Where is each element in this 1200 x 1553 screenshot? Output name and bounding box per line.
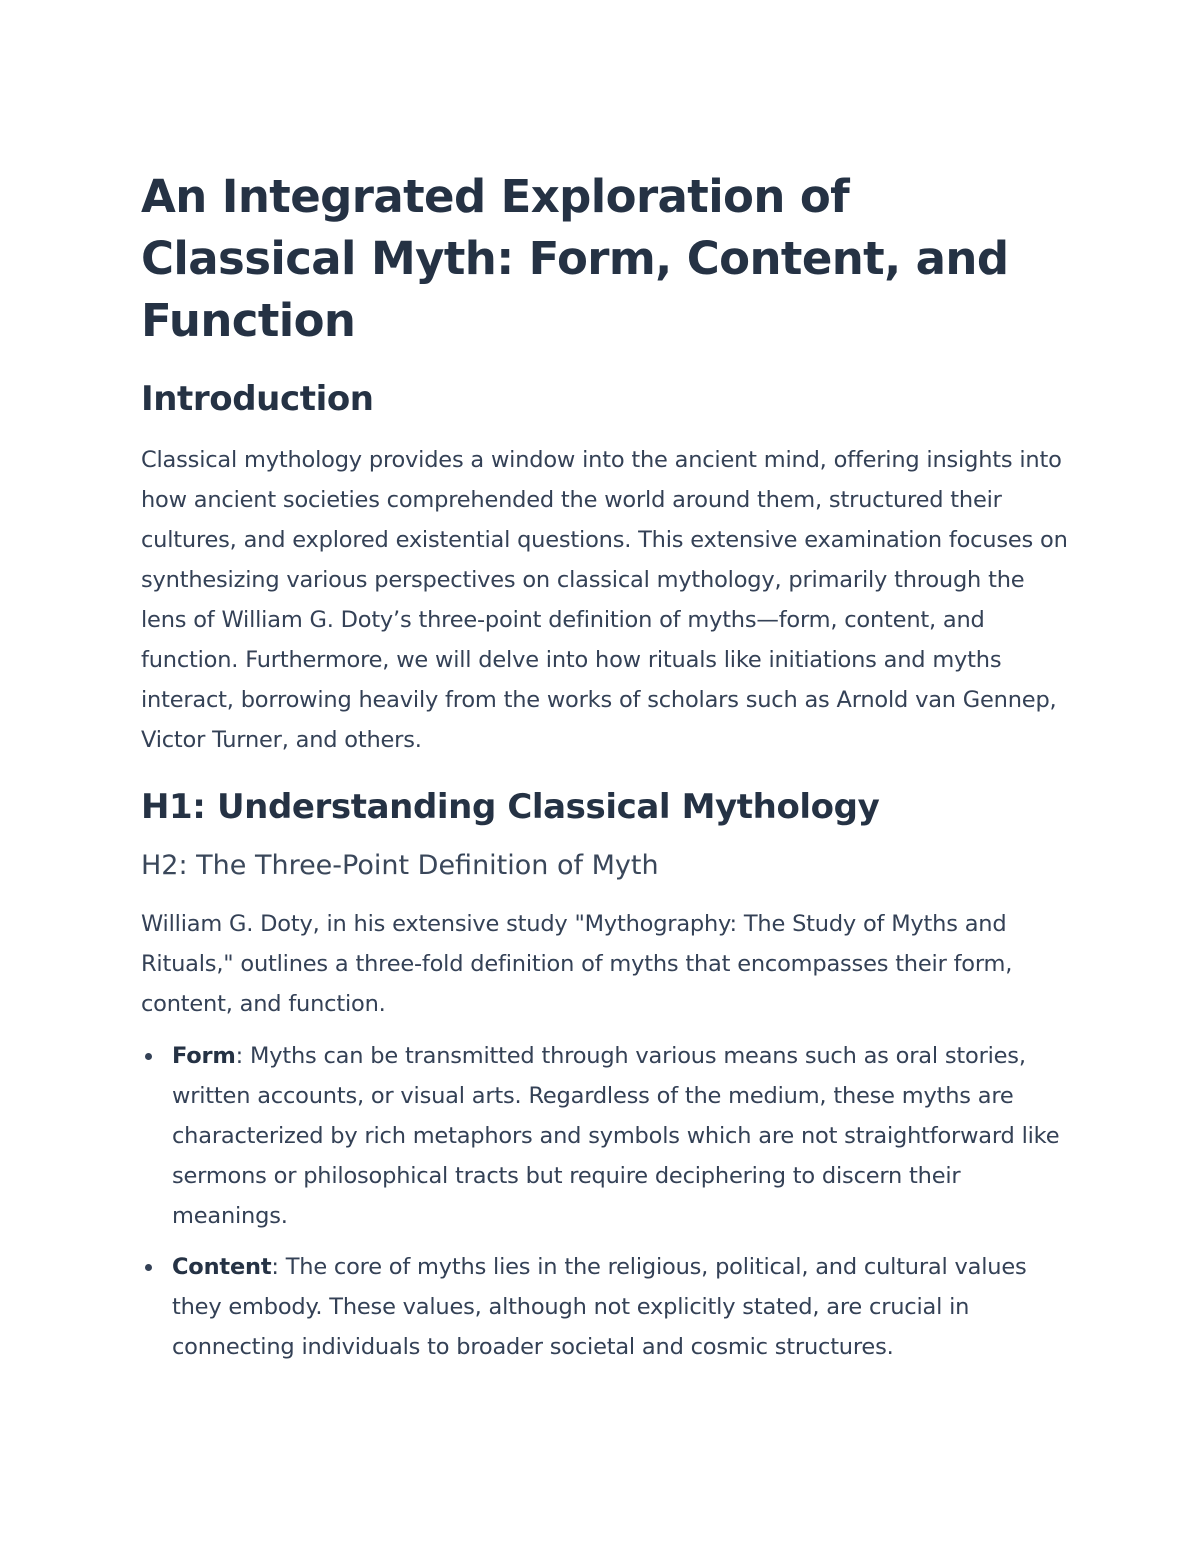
list-item-term: Content — [172, 1254, 272, 1280]
introduction-heading: Introduction — [141, 379, 374, 419]
list-item-text: : Myths can be transmitted through various means such as oral stories, written accounts, or visual arts. Regardless of the medium, these myths are characterized by rich metaphors and symbols which are not straightforward like sermons or philosophical tracts but require deciphering to discern their meanings. — [172, 1043, 1060, 1229]
document-page — [141, 166, 1071, 1378]
bullet-icon — [145, 1264, 152, 1271]
section-heading: H1: Understanding Classical Mythology — [141, 787, 880, 827]
document-title: An Integrated Exploration of Classical Myth: Form, Content, and Function — [141, 170, 1009, 347]
introduction-paragraph: Classical mythology provides a window into the ancient mind, offering insights into how ancient societies comprehended the world around them, structured their cultures, and explored existential questions. This extensive examination focuses on synthesizing various perspectives on classical mythology, primarily through the lens of William G. Doty’s three-point definition of myths—form, content, and function. Furthermore, we will delve into how rituals like initiations and myths interact, borrowing heavily from the works of scholars such as Arnold van Gennep, Victor Turner, and others. — [141, 447, 1068, 753]
list-item — [141, 1247, 1071, 1367]
subsection-heading: H2: The Three-Point Definition of Myth — [141, 850, 659, 881]
bullet-icon — [145, 1053, 152, 1060]
list-item-text: : The core of myths lies in the religious, political, and cultural values they embody. These values, although not explicitly stated, are crucial in connecting individuals to broader societal and cosmic structures. — [172, 1254, 1027, 1360]
list-item-term: Form — [172, 1043, 236, 1069]
subsection-paragraph: William G. Doty, in his extensive study "Mythography: The Study of Myths and Rituals," outlines a three-fold definition of myths that encompasses their form, content, and function. — [141, 911, 1013, 1017]
definition-list — [141, 1036, 1071, 1367]
list-item — [141, 1036, 1071, 1236]
